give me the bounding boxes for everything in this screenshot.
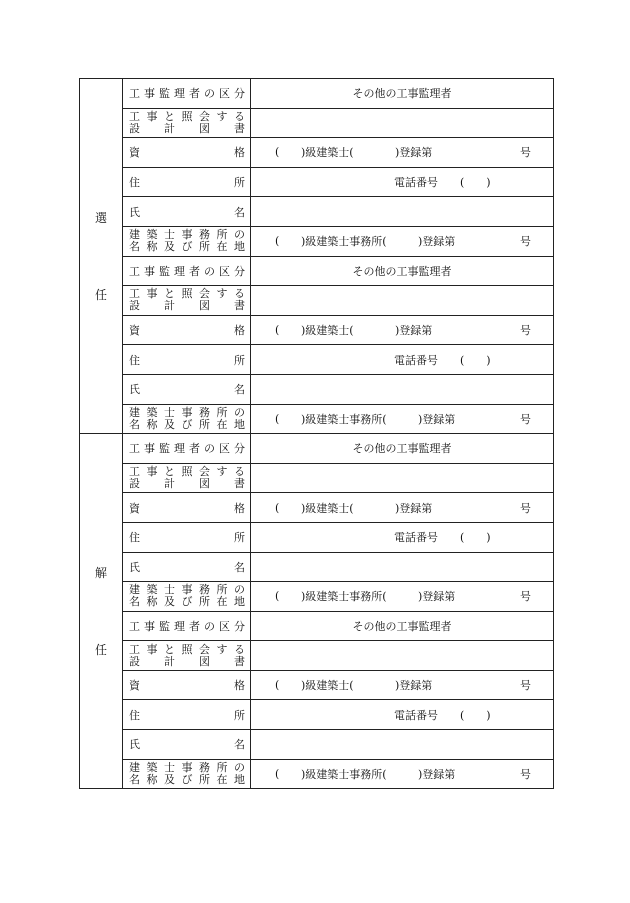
appointment-side-label: [80, 79, 123, 434]
address-field[interactable]: [251, 167, 554, 197]
office-label: 建築士事務所の 名称及び所在地: [123, 226, 251, 256]
office-field[interactable]: ( )級建築士事務所( )登録第 号: [251, 582, 554, 612]
design-docs-field[interactable]: [251, 641, 554, 671]
tel-paren: ( ): [460, 353, 491, 367]
qualification-field[interactable]: ( )級建築士( )登録第 号: [251, 670, 554, 700]
name-field[interactable]: [251, 197, 554, 227]
qualification-label: 資 格: [123, 670, 251, 700]
address-field[interactable]: [251, 700, 554, 730]
design-docs-label: 工事と照会する 設計図書: [123, 463, 251, 493]
category-label: 工事監理者の区分: [123, 256, 251, 286]
category-value[interactable]: その他の工事監理者: [251, 79, 554, 109]
design-docs-label: 工事と照会する 設計図書: [123, 108, 251, 138]
name-field[interactable]: [251, 552, 554, 582]
address-label: 住 所: [123, 522, 251, 552]
address-label: 住 所: [123, 167, 251, 197]
tel-paren: ( ): [460, 531, 491, 545]
side-char: 解: [94, 566, 107, 581]
address-field[interactable]: [251, 345, 554, 375]
tel-label: 電話番号: [394, 531, 438, 545]
design-docs-field[interactable]: [251, 463, 554, 493]
category-value[interactable]: その他の工事監理者: [251, 434, 554, 464]
office-label: 建築士事務所の 名称及び所在地: [123, 759, 251, 789]
side-char: 任: [94, 288, 107, 303]
tel-label: 電話番号: [394, 708, 438, 722]
category-value[interactable]: その他の工事監理者: [251, 611, 554, 641]
address-field[interactable]: [251, 522, 554, 552]
office-label: 建築士事務所の 名称及び所在地: [123, 582, 251, 612]
tel-paren: ( ): [460, 708, 491, 722]
name-field[interactable]: [251, 730, 554, 760]
qualification-field[interactable]: ( )級建築士( )登録第 号: [251, 315, 554, 345]
qualification-label: 資 格: [123, 493, 251, 523]
name-label: 氏 名: [123, 552, 251, 582]
category-label: 工事監理者の区分: [123, 611, 251, 641]
qualification-field[interactable]: ( )級建築士( )登録第 号: [251, 493, 554, 523]
dismissal-side-label: [80, 434, 123, 789]
category-label: 工事監理者の区分: [123, 79, 251, 109]
name-field[interactable]: [251, 374, 554, 404]
name-label: 氏 名: [123, 374, 251, 404]
design-docs-label: 工事と照会する 設計図書: [123, 286, 251, 316]
address-label: 住 所: [123, 700, 251, 730]
category-label: 工事監理者の区分: [123, 434, 251, 464]
office-field[interactable]: ( )級建築士事務所( )登録第 号: [251, 404, 554, 434]
address-label: 住 所: [123, 345, 251, 375]
side-char: 任: [94, 643, 107, 658]
design-docs-field[interactable]: [251, 286, 554, 316]
tel-label: 電話番号: [394, 353, 438, 367]
side-char: 選: [94, 211, 107, 226]
design-docs-label: 工事と照会する 設計図書: [123, 641, 251, 671]
qualification-label: 資 格: [123, 315, 251, 345]
design-docs-field[interactable]: [251, 108, 554, 138]
office-field[interactable]: ( )級建築士事務所( )登録第 号: [251, 226, 554, 256]
office-label: 建築士事務所の 名称及び所在地: [123, 404, 251, 434]
qualification-field[interactable]: ( )級建築士( )登録第 号: [251, 138, 554, 168]
category-value[interactable]: その他の工事監理者: [251, 256, 554, 286]
name-label: 氏 名: [123, 197, 251, 227]
tel-label: 電話番号: [394, 176, 438, 190]
tel-paren: ( ): [460, 176, 491, 190]
name-label: 氏 名: [123, 730, 251, 760]
office-field[interactable]: ( )級建築士事務所( )登録第 号: [251, 759, 554, 789]
qualification-label: 資 格: [123, 138, 251, 168]
supervisor-form-table: [79, 78, 554, 789]
